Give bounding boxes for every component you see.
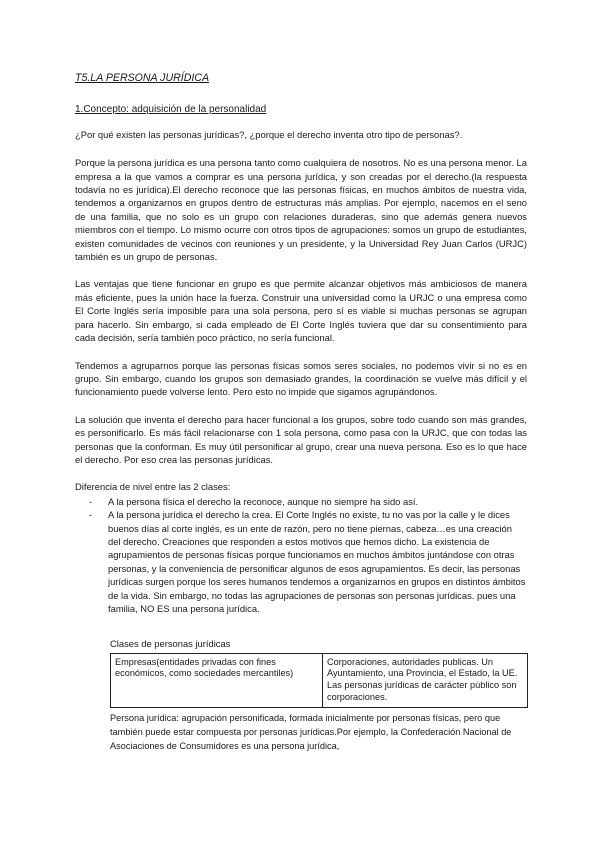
paragraph: Porque la persona jurídica es una persona tanto como cualquiera de nosotros. No es una persona menor. La empresa a la que vamos a comprar es una persona jurídica, y son creadas por el derecho.(la respuesta todavía no es jurídica).El derecho reconoce que las personas físicas, en muchos ámbitos de nuestra vida, tendemos a organizarnos en grupos dentro de estructuras más amplias. Por ejemplo, nacemos en el seno de una familia, que no solo es un grupo con relaciones duraderas, sino que además genera nuevos miembros con el tiempo. Lo mismo ocurre con otros tipos de agrupaciones: somos un grupo de estudiantes, existen comunidades de vecinos con reuniones y un presidente, y la Universidad Rey Juan Carlos (URJC) también es un grupo de personas. <box>75 157 527 263</box>
bullet-dash: - <box>89 495 93 507</box>
clases-table <box>110 653 528 708</box>
diferencia-label: Diferencia de nivel entre las 2 clases: <box>75 481 231 493</box>
list-item-text: A la persona física el derecho la reconoce, aunque no siempre ha sido así. <box>108 495 419 507</box>
table-cell-empresas: Empresas(entidades privadas con fines económicos, como sociedades mercantiles) <box>111 653 323 707</box>
diferencia-list <box>75 495 527 616</box>
paragraph: La solución que inventa el derecho para hacer funcional a los grupos, sobre todo cuando son más grandes, es personificarlo. Es más fácil relacionarse con 1 sola persona, como pasa con la URJC, que con todas las personas que la conforman. Es muy útil personificar al grupo, crear una nueva persona. Eso es lo que hace el derecho. Por eso crea las personas jurídicas. <box>75 413 527 465</box>
definition-paragraph: Persona jurídica: agrupación personificada, formada inicialmente por personas físicas, pero que también puede estar compuesta por personas jurídicas.Por ejemplo, la Confederación Nacional de Asociaciones de Consumidores es una persona jurídica, <box>110 713 512 752</box>
section-heading: 1.Concepto: adquisición de la personalidad <box>75 104 267 116</box>
list-item <box>75 508 527 615</box>
paragraph: Tendemos a agruparnos porque las personas físicas somos seres sociales, no podemos vivir si no es en grupo. Sin embargo, cuando los grupos son demasiado grandes, la coordinación se vuelve más difícil y el funcionamiento puede volverse lento. Pero esto no impide que sigamos agrupándonos. <box>75 359 527 398</box>
list-item <box>75 495 527 508</box>
bullet-dash: - <box>89 509 93 521</box>
table-caption: Clases de personas jurídicas <box>110 638 231 650</box>
document-page <box>75 72 527 753</box>
intro-question: ¿Por qué existen las personas jurídicas?, ¿porque el derecho inventa otro tipo de personas?. <box>75 128 463 140</box>
table-row <box>111 653 528 707</box>
table-cell-corporaciones: Corporaciones, autoridades publicas. Un Ayuntamiento, una Provincia, el Estado, la UE. Las personas jurídicas de carácter público son corporaciones. <box>323 653 528 707</box>
paragraph: Las ventajas que tiene funcionar en grupo es que permite alcanzar objetivos más ambiciosos de manera más eficiente, pues la unión hace la fuerza. Construir una universidad como la URJC o una empresa como El Corte Inglés sería imposible para una sola persona, pero sí es viable si muchas personas se agrupan para hacerlo. Sin embargo, si cada empleado de El Corte Inglés tuviera que dar su consentimiento para cada decisión, sería también poco práctico, no sería funcional. <box>75 278 527 344</box>
document-title: T5.LA PERSONA JURÍDICA <box>75 72 210 84</box>
list-item-text: A la persona jurídica el derecho la crea. El Corte Inglés no existe, tu no vas por la calle y le dices buenos días al corte inglés, es un ente de razón, pero no tiene piernas, cabeza…es una creación del derecho. Creaciones que responden a estos motivos que hemos dicho. La existencia de agrupamientos de personas físicas porque funcionamos en muchos ámbitos juntándose con otras personas, y la conveniencia de personificar algunos de esos agrupamientos. Es decir, las personas jurídicas surgen porque los seres humanos tendemos a organizarnos en grupos en distintos ámbitos de la vida. Sin embargo, no todas las agrupaciones de personas son personas jurídicas. pues una familia, NO ES una persona jurídica. <box>108 509 526 614</box>
